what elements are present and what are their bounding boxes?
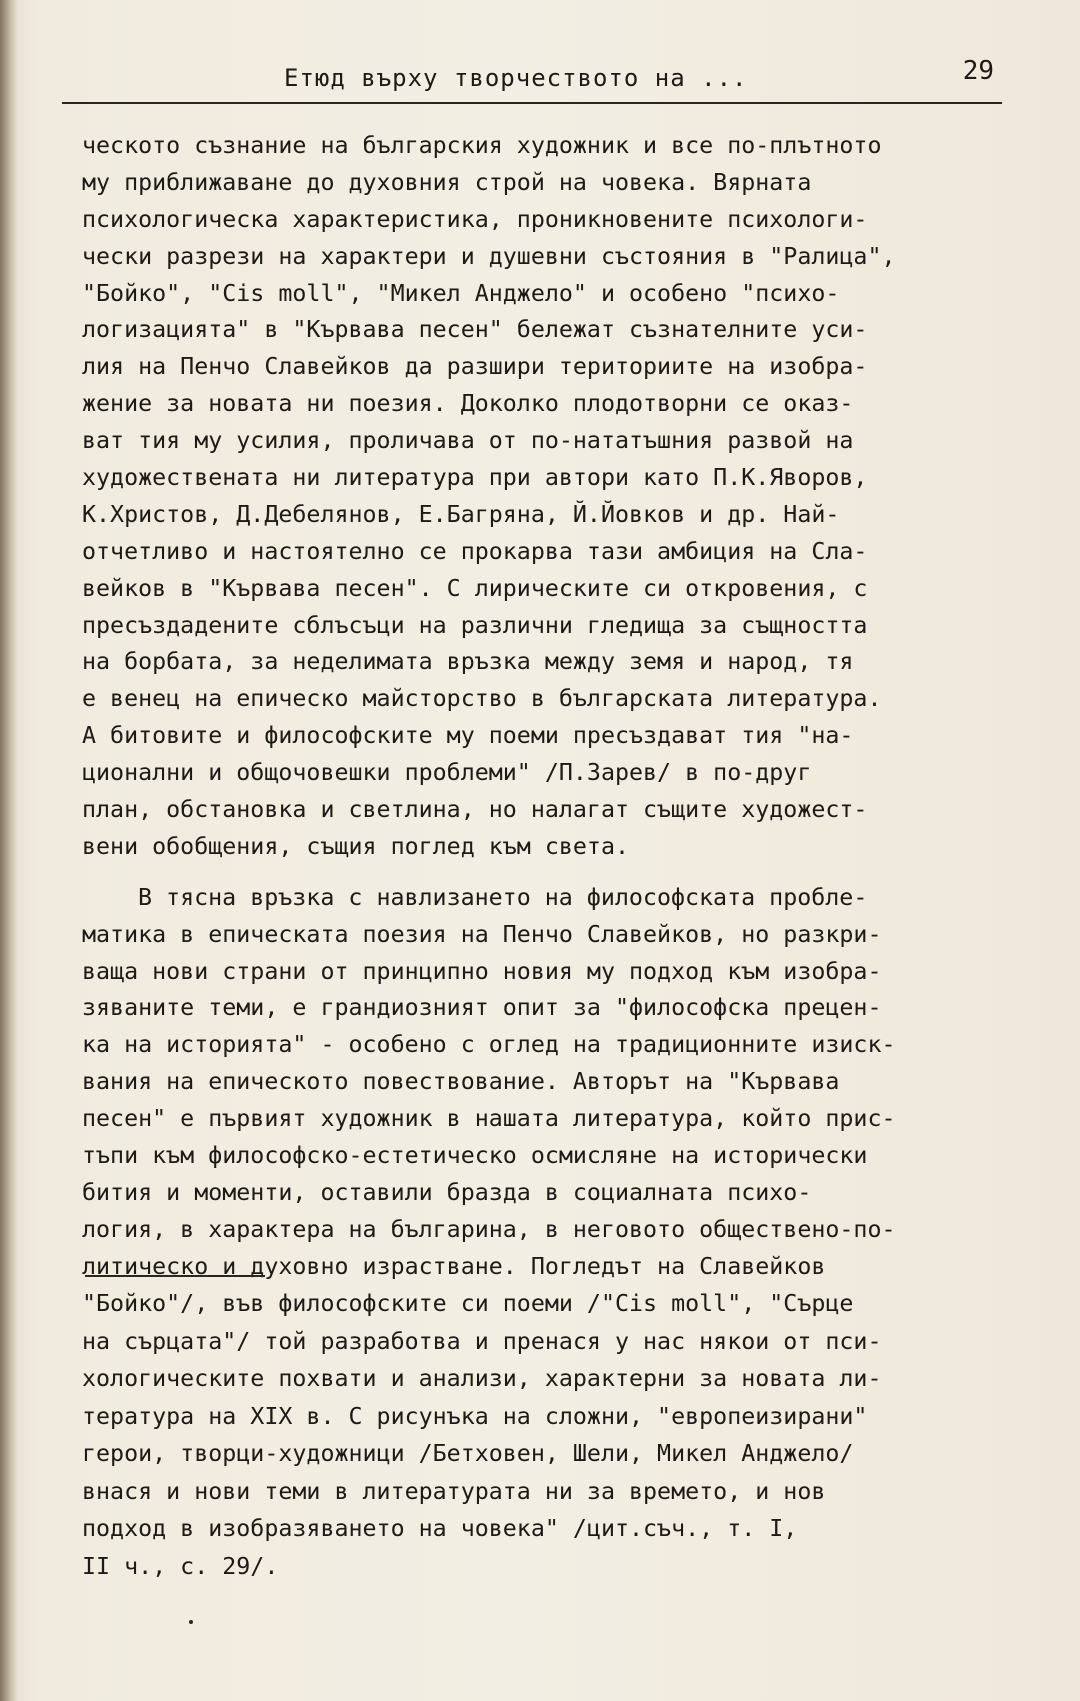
text-line: А битовите и философските му поеми пресъздават тия "на- <box>82 722 854 750</box>
text-line: бития и моменти, оставили бразда в социалната психо- <box>82 1178 812 1206</box>
scan-speck <box>189 1620 193 1624</box>
footnote-line: "Бойко"/, във философските си поеми /"Cis moll", "Сърце <box>82 1290 854 1317</box>
text-line: на борбата, за неделимата връзка между земя и народ, тя <box>82 648 854 676</box>
running-header <box>62 58 1002 104</box>
footnote <box>82 1285 1032 1585</box>
footnote-line: тература на XIX в. С рисунъка на сложни, "европеизирани" <box>82 1402 868 1430</box>
footnote-separator <box>85 1275 265 1277</box>
text-line: логия, в характера на българина, в неговото обществено-по- <box>82 1215 896 1243</box>
text-line: зяваните теми, е грандиозният опит за "философска прецен- <box>82 994 882 1022</box>
paragraph-gap <box>82 866 1032 880</box>
text-line: песен" е първият художник в нашата литература, който прис- <box>82 1105 896 1133</box>
text-line: лия на Пенчо Славейков да разшири териториите на изобра- <box>82 353 868 381</box>
text-line: "Бойко", "Cis moll", "Микел Анджело" и особено "психо- <box>82 279 840 307</box>
text-line: вейков в "Кървава песен". С лирическите си откровения, с <box>82 574 868 602</box>
footnote-line: внася и нови теми в литературата ни за времето, и нов <box>82 1477 826 1505</box>
running-title: Етюд върху творчеството на ... <box>284 64 748 92</box>
text-line: план, обстановка и светлина, но налагат същите художест- <box>82 796 868 824</box>
text-line: художествената ни литература при автори като П.К.Яворов, <box>82 464 868 492</box>
text-line: ка на историята" - особено с оглед на традиционните изиск- <box>82 1031 896 1059</box>
text-line: е венец на епическо майсторство в българската литература. <box>82 685 882 713</box>
text-line: чески разрези на характери и душевни състояния в "Ралица", <box>82 242 896 270</box>
text-line: логизацията" в "Кървава песен" бележат съзнателните уси- <box>82 316 868 344</box>
footnote-line: подход в изобразяването на човека" /цит.съч., т. I, <box>82 1515 798 1542</box>
footnote-line: на сърцата"/ той разработва и пренася у нас някои от пси- <box>82 1327 882 1355</box>
text-line: жение за новата ни поезия. Доколко плодотворни се оказ- <box>82 390 854 418</box>
text-line: К.Христов, Д.Дебелянов, Е.Багряна, Й.Йовков и др. Най- <box>82 500 840 528</box>
page-binding-edge <box>0 0 18 1701</box>
text-line: тъпи към философско-естетическо осмисляне на исторически <box>82 1142 868 1170</box>
footnote-line: герои, творци-художници /Бетховен, Шели, Микел Анджело/ <box>82 1440 854 1467</box>
text-line: ваща нови страни от принципно новия му подход към изобра- <box>82 957 882 985</box>
text-line: вания на епическото повествование. Авторът на "Кървава <box>82 1068 840 1096</box>
main-text <box>82 128 1032 1286</box>
text-line: вени обобщения, същия поглед към света. <box>82 832 630 860</box>
text-line: литическо и духовно израстване. Погледът на Славейков <box>82 1252 826 1280</box>
text-line: му приближаване до духовния строй на човека. Вярната <box>82 168 812 196</box>
text-line: матика в епическата поезия на Пенчо Славейков, но разкри- <box>82 920 882 948</box>
page-number: 29 <box>962 56 994 86</box>
text-line: психологическа характеристика, проникновените психологи- <box>82 205 868 233</box>
text-line: ват тия му усилия, проличава от по-нататъшния развой на <box>82 427 854 455</box>
footnote-line: II ч., с. 29/. <box>82 1552 279 1580</box>
text-line: ционални и общочовешки проблеми" /П.Зарев/ в по-друг <box>82 759 812 787</box>
text-line: пресъздадените сблъсъци на различни гледища за същността <box>82 611 868 639</box>
text-line: ческото съзнание на българския художник и все по-плътното <box>82 132 882 159</box>
footnote-line: хологическите похвати и анализи, характерни за новата ли- <box>82 1365 882 1392</box>
text-line: В тясна връзка с навлизането на философската пробле- <box>138 883 868 911</box>
text-line: отчетливо и настоятелно се прокарва тази амбиция на Сла- <box>82 537 868 565</box>
